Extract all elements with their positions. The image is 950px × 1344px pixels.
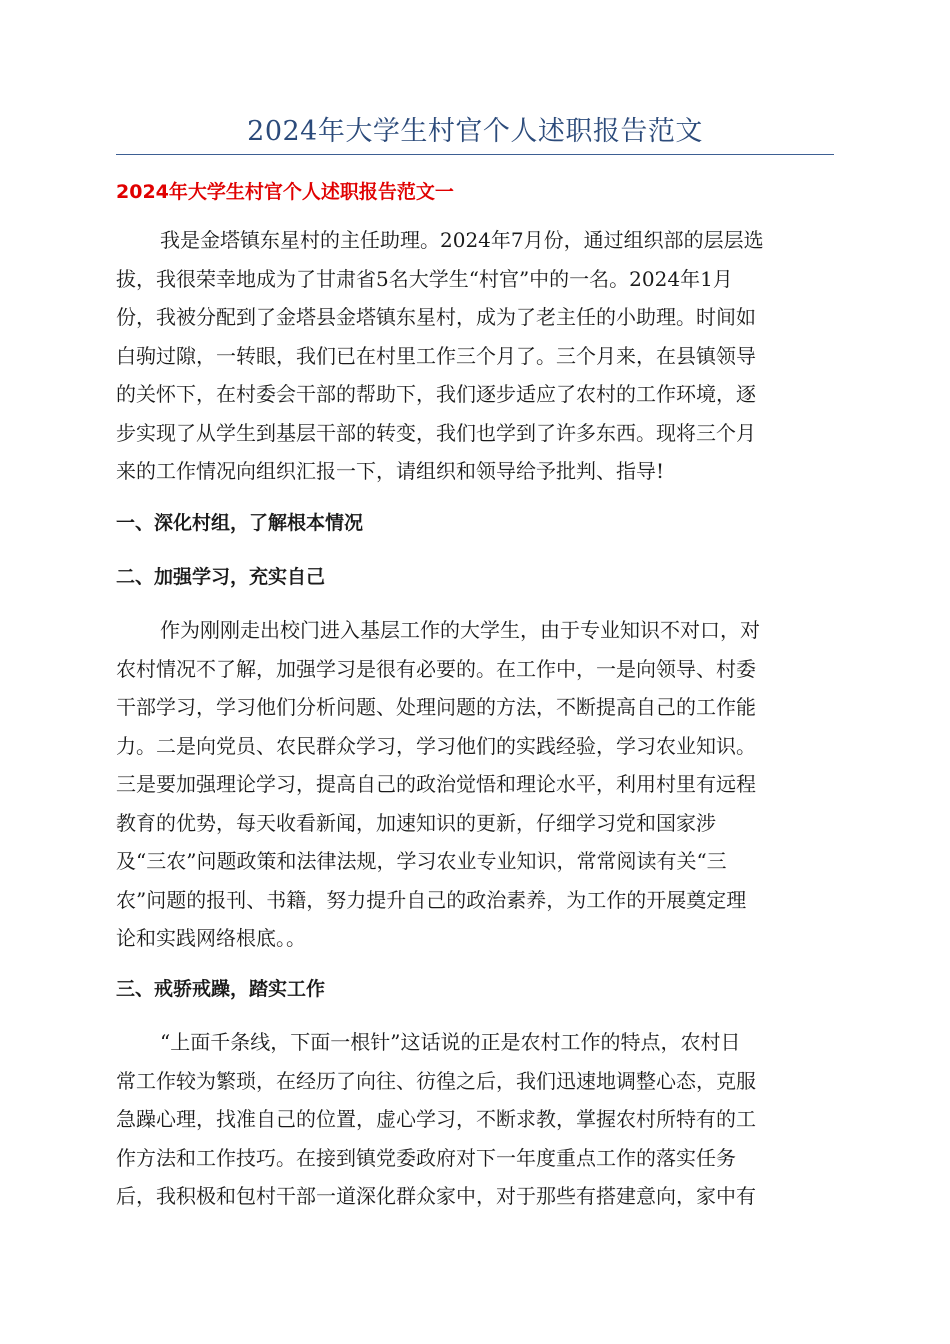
paragraph-line: 论和实践网络根底。。 bbox=[116, 926, 306, 950]
paragraph-line: 三是要加强理论学习，提高自己的政治觉悟和理论水平，利用村里有远程 bbox=[116, 772, 756, 796]
paragraph-line: 的关怀下，在村委会干部的帮助下，我们逐步适应了农村的工作环境，逐 bbox=[116, 382, 756, 406]
paragraph-line: 干部学习，学习他们分析问题、处理问题的方法，不断提高自己的工作能 bbox=[116, 695, 756, 719]
paragraph-line: 白驹过隙，一转眼，我们已在村里工作三个月了。三个月来，在县镇领导 bbox=[116, 343, 756, 368]
paragraph-line: 及“三农”问题政策和法律法规，学习农业专业知识，常常阅读有关“三 bbox=[116, 849, 727, 873]
paragraph-line: 农村情况不了解，加强学习是很有必要的。在工作中，一是向领导、村委 bbox=[116, 656, 756, 681]
intro-paragraph bbox=[116, 221, 836, 491]
title-underline bbox=[116, 154, 834, 155]
paragraph-line: 力。二是向党员、农民群众学习，学习他们的实践经验，学习农业知识。 bbox=[116, 733, 756, 758]
paragraph-line: 来的工作情况向组织汇报一下，请组织和领导给予批判、指导! bbox=[116, 459, 665, 483]
paragraph-line: 教育的优势，每天收看新闻，加速知识的更新，仔细学习党和国家涉 bbox=[116, 810, 716, 835]
section-2-paragraph bbox=[116, 611, 836, 958]
paragraph-line: 后，我积极和包村干部一道深化群众家中，对于那些有搭建意向，家中有 bbox=[116, 1184, 756, 1208]
paragraph-line: 作方法和工作技巧。在接到镇党委政府对下一年度重点工作的落实任务 bbox=[116, 1145, 736, 1170]
section-heading-1: 一、深化村组，了解根本情况 bbox=[116, 512, 364, 534]
paragraph-line: 常工作较为繁琐，在经历了向往、彷徨之后，我们迅速地调整心态，克服 bbox=[116, 1068, 756, 1093]
paragraph-line: 农”问题的报刊、书籍，努力提升自己的政治素养，为工作的开展奠定理 bbox=[116, 887, 747, 912]
section-heading-3: 三、戒骄戒躁，踏实工作 bbox=[116, 978, 326, 1000]
paragraph-line: 拔，我很荣幸地成为了甘肃省5名大学生“村官”中的一名。2024年1月 bbox=[116, 266, 733, 291]
paragraph-line: 作为刚刚走出校门进入基层工作的大学生，由于专业知识不对口，对 bbox=[160, 618, 760, 642]
section-heading-2: 二、加强学习，充实自己 bbox=[116, 566, 326, 588]
paragraph-line: “上面千条线，下面一根针”这话说的正是农村工作的特点，农村日 bbox=[160, 1030, 741, 1054]
section-3-paragraph bbox=[116, 1023, 836, 1216]
paragraph-line: 急躁心理，找准自己的位置，虚心学习，不断求教，掌握农村所特有的工 bbox=[116, 1107, 756, 1131]
paragraph-line: 步实现了从学生到基层干部的转变，我们也学到了许多东西。现将三个月 bbox=[116, 420, 756, 445]
paragraph-line: 我是金塔镇东星村的主任助理。2024年7月份，通过组织部的层层选 bbox=[160, 228, 764, 252]
document-title: 2024年大学生村官个人述职报告范文 bbox=[247, 116, 703, 147]
section-subtitle: 2024年大学生村官个人述职报告范文一 bbox=[116, 181, 454, 203]
paragraph-line: 份，我被分配到了金塔县金塔镇东星村，成为了老主任的小助理。时间如 bbox=[116, 305, 756, 329]
